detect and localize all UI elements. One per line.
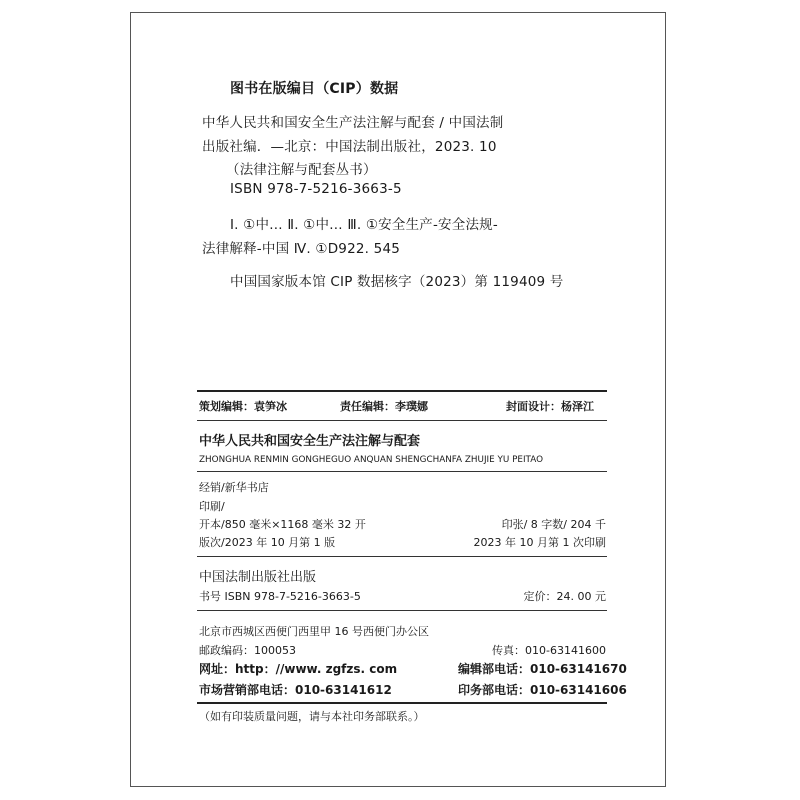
cip-isbn: ISBN 978-7-5216-3663-5	[230, 181, 402, 197]
address: 北京市西城区西便门西里甲 16 号西便门办公区	[199, 625, 429, 638]
editorial-phone: 编辑部电话：010-63141670	[458, 662, 627, 676]
cip-heading: 图书在版编目（CIP）数据	[230, 81, 399, 97]
divider	[197, 610, 607, 611]
cip-line-2: 出版社编．—北京：中国法制出版社，2023. 10	[202, 139, 497, 155]
cover-design: 封面设计：杨泽江	[506, 400, 594, 413]
divider	[197, 556, 607, 557]
cip-line-3: （法律注解与配套丛书）	[226, 162, 377, 178]
publisher-name: 中国法制出版社出版	[199, 570, 317, 585]
marketing-phone: 市场营销部电话：010-63141612	[199, 683, 392, 697]
printing-phone: 印务部电话：010-63141606	[458, 683, 627, 697]
cip-classification-2: 法律解释-中国 Ⅳ. ①D922. 545	[202, 241, 401, 257]
distributor: 经销/新华书店	[199, 481, 269, 494]
edition: 版次/2023 年 10 月第 1 版	[199, 536, 336, 549]
divider	[197, 390, 607, 392]
postcode: 邮政编码：100053	[199, 644, 296, 657]
divider	[197, 471, 607, 472]
book-pinyin: ZHONGHUA RENMIN GONGHEGUO ANQUAN SHENGCHANFA ZHUJIE YU PEITAO	[199, 455, 544, 465]
cip-classification-1: Ⅰ. ①中… Ⅱ. ①中… Ⅲ. ①安全生产-安全法规-	[230, 217, 498, 233]
printing: 2023 年 10 月第 1 次印刷	[473, 536, 606, 549]
sheets-wordcount: 印张/ 8 字数/ 204 千	[501, 518, 606, 531]
cip-number: 中国国家版本馆 CIP 数据核字（2023）第 119409 号	[230, 274, 564, 290]
divider	[197, 420, 607, 421]
cip-line-1: 中华人民共和国安全生产法注解与配套 / 中国法制	[202, 115, 504, 131]
fax: 传真：010-63141600	[492, 644, 606, 657]
book-number: 书号 ISBN 978-7-5216-3663-5	[199, 590, 361, 603]
price: 定价：24. 00 元	[523, 590, 606, 603]
responsible-editor: 责任编辑：李璞娜	[340, 400, 428, 413]
footer-note: （如有印装质量问题，请与本社印务部联系。）	[199, 710, 425, 723]
printer: 印刷/	[199, 500, 225, 513]
planning-editor: 策划编辑：袁笋冰	[199, 400, 287, 413]
format: 开本/850 毫米×1168 毫米 32 开	[199, 518, 366, 531]
website: 网址：http：//www. zgfzs. com	[199, 662, 398, 676]
divider	[197, 702, 607, 704]
book-title: 中华人民共和国安全生产法注解与配套	[199, 434, 421, 449]
